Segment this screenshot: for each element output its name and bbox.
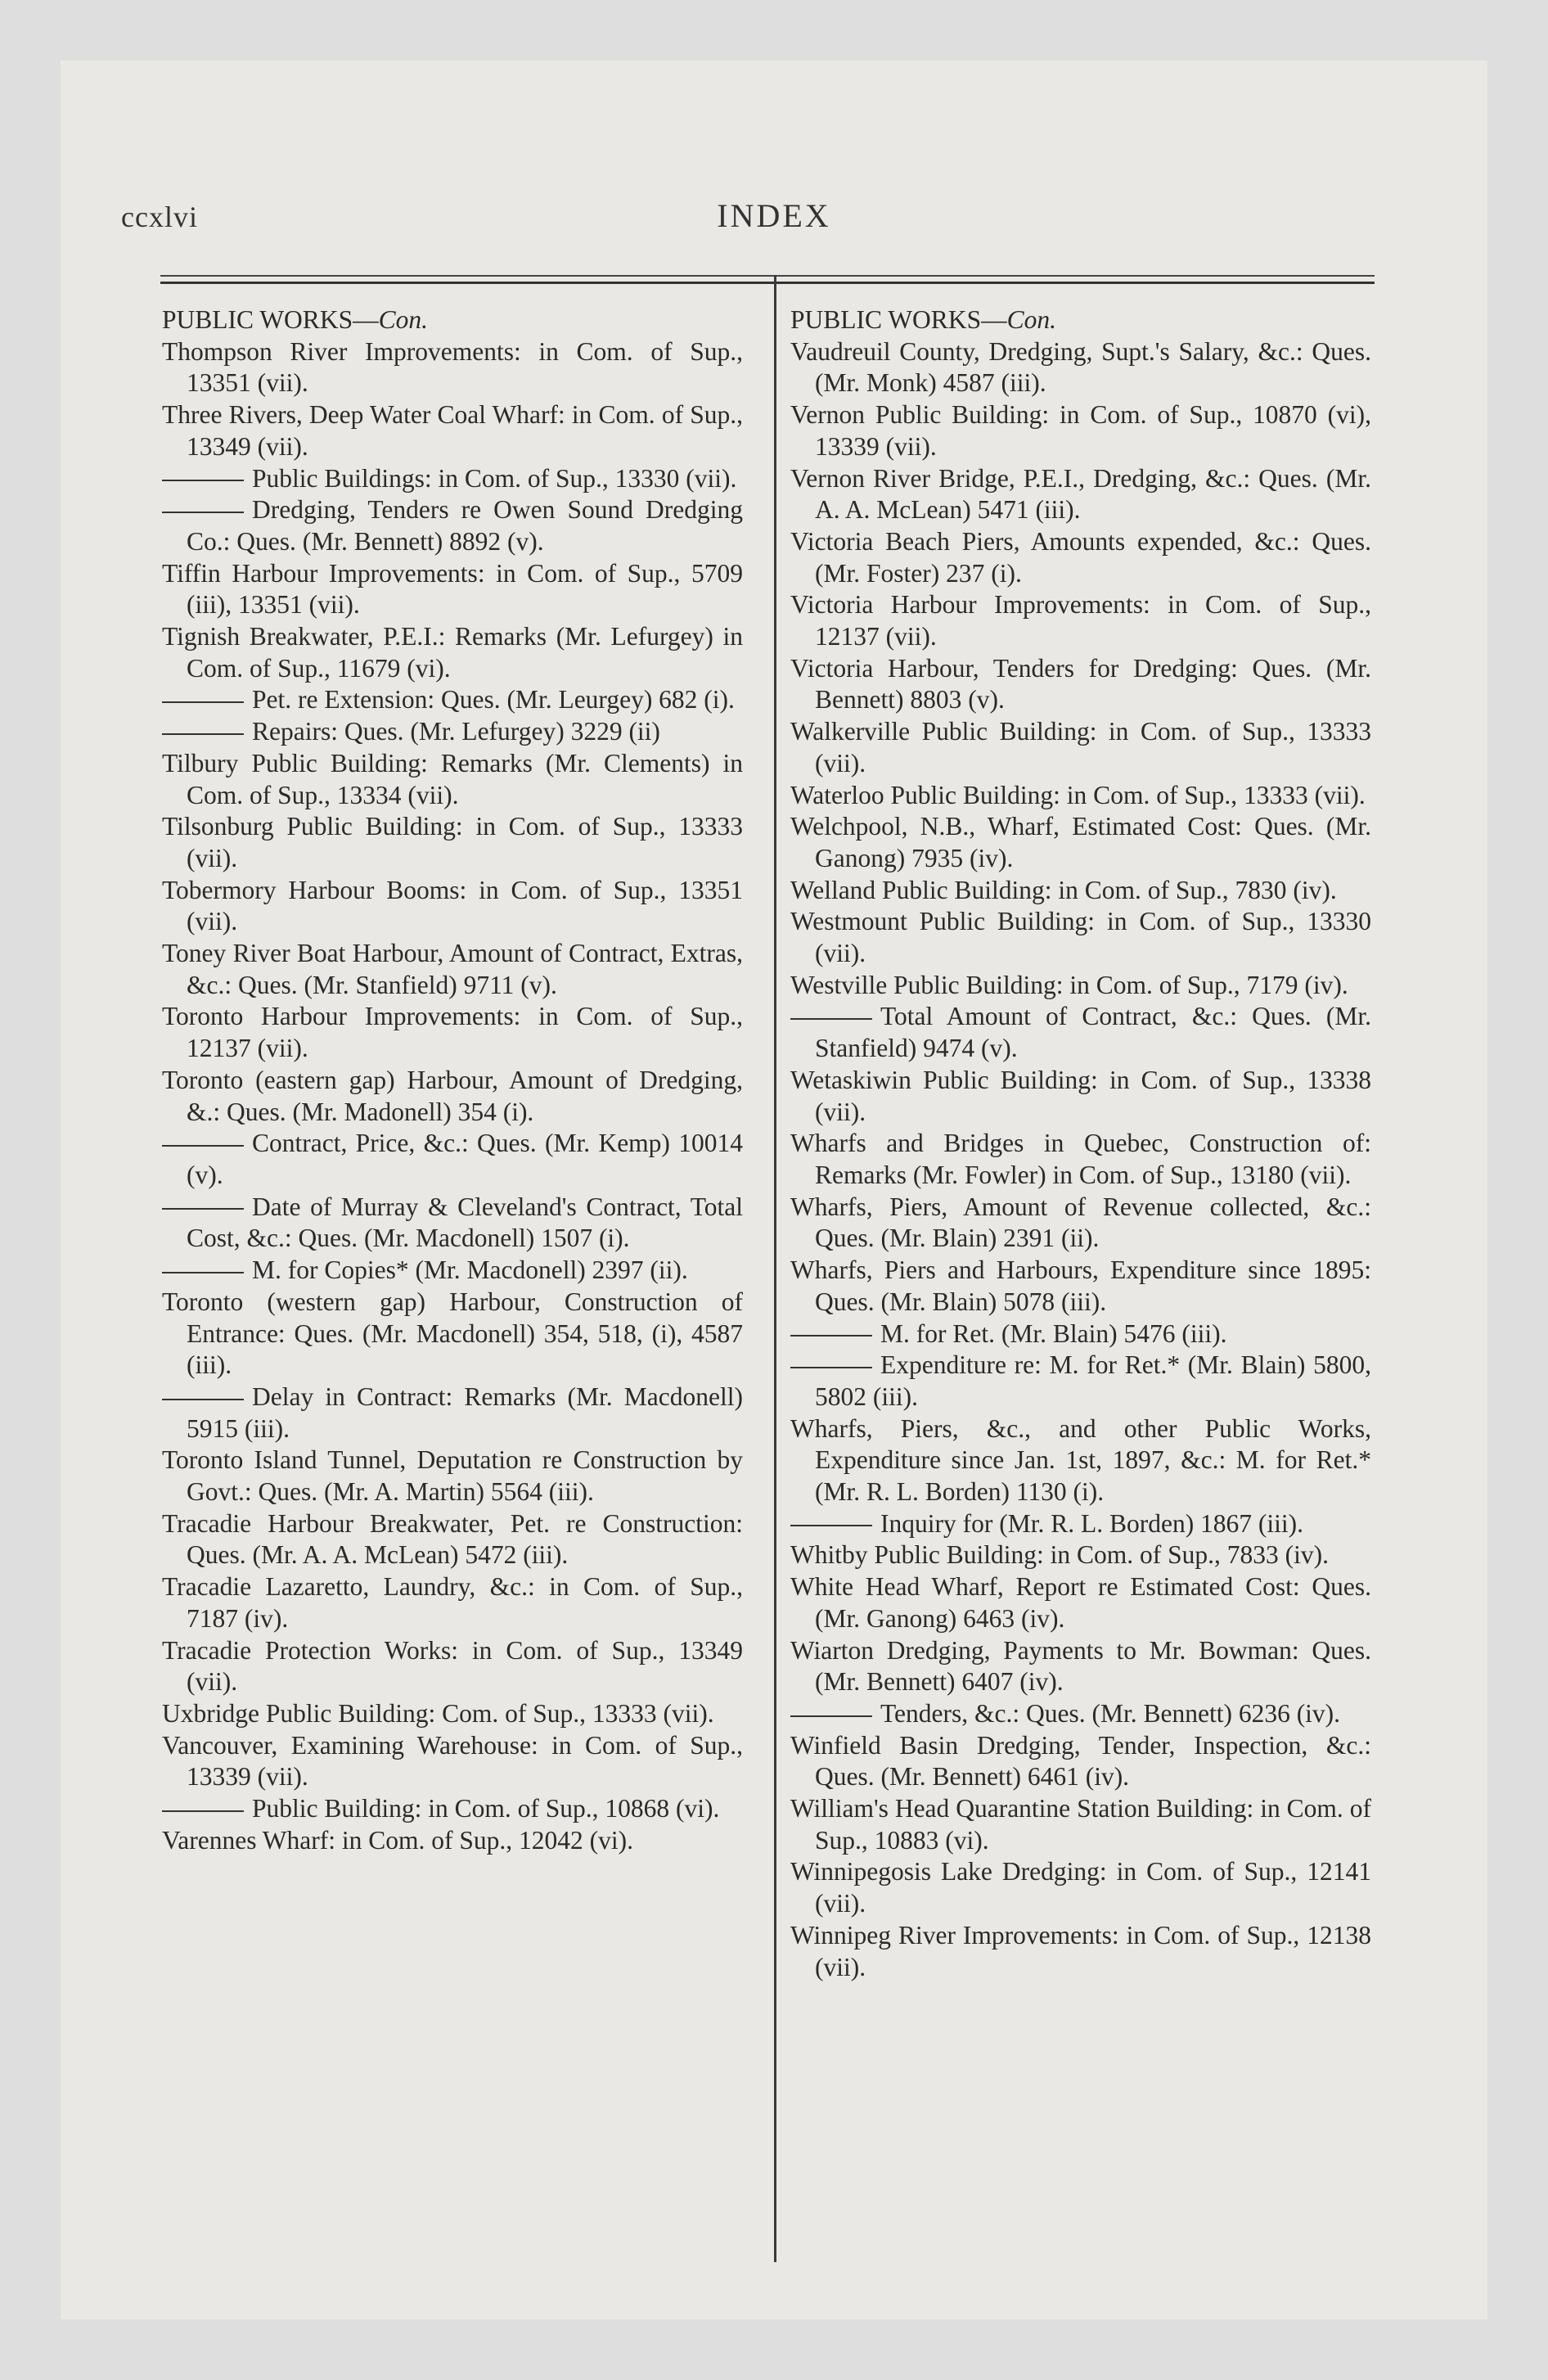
index-entry-text: Toronto (western gap) Harbour, Construction of Entrance: Ques. (Mr. Macdonell) 354, 518, (i), 4587 (iii). [162, 1287, 743, 1380]
index-entry-text: Toronto (eastern gap) Harbour, Amount of Dredging, &.: Ques. (Mr. Madonell) 354 (i). [162, 1065, 743, 1126]
index-entry-text: Winfield Basin Dredging, Tender, Inspection, &c.: Ques. (Mr. Bennett) 6461 (iv). [790, 1730, 1371, 1792]
index-entry-text: Contract, Price, &c.: Ques. (Mr. Kemp) 10014 (v). [187, 1129, 743, 1189]
index-entry [790, 1920, 1371, 1983]
index-entry-text: Tilbury Public Building: Remarks (Mr. Clements) in Com. of Sup., 13334 (vii). [162, 748, 743, 809]
index-entry [790, 1318, 1371, 1350]
ditto-dash [162, 1272, 244, 1273]
index-column-left [162, 304, 743, 1856]
index-entry-text: Uxbridge Public Building: Com. of Sup., 13333 (vii). [162, 1698, 714, 1728]
index-entry-text: Tracadie Protection Works: in Com. of Sup., 13349 (vii). [162, 1635, 743, 1697]
index-entry-text: Three Rivers, Deep Water Coal Wharf: in Com. of Sup., 13349 (vii). [162, 400, 743, 461]
index-entry-text: Public Buildings: in Com. of Sup., 13330 (vii). [252, 463, 737, 493]
index-entry [790, 780, 1371, 812]
index-entry [790, 1255, 1371, 1318]
index-entry [790, 1508, 1371, 1540]
index-entry [162, 463, 743, 495]
index-entry [162, 938, 743, 1001]
index-entry-text: Welchpool, N.B., Wharf, Estimated Cost: Ques. (Mr. Ganong) 7935 (iv). [790, 812, 1371, 872]
index-entry-text: Public Building: in Com. of Sup., 10868 (vi). [252, 1794, 720, 1823]
index-entry-text: Tiffin Harbour Improvements: in Com. of Sup., 5709 (iii), 13351 (vii). [162, 558, 743, 620]
entry-list-left [162, 336, 743, 1857]
index-entry-text: Wharfs, Piers, Amount of Revenue collected, &c.: Ques. (Mr. Blain) 2391 (ii). [790, 1192, 1371, 1253]
index-entry [162, 336, 743, 399]
ditto-dash [162, 480, 244, 481]
index-entry [790, 1698, 1371, 1730]
index-entry-text: Inquiry for (Mr. R. L. Borden) 1867 (iii). [880, 1508, 1304, 1538]
index-column-right [790, 304, 1371, 1983]
index-entry [162, 1730, 743, 1793]
index-entry [790, 970, 1371, 1002]
index-entry [790, 716, 1371, 779]
index-entry-text: Total Amount of Contract, &c.: Ques. (Mr. Stanfield) 9474 (v). [815, 1002, 1371, 1063]
index-entry [790, 1635, 1371, 1698]
index-entry [162, 1445, 743, 1508]
running-heading [790, 304, 1371, 336]
index-entry [790, 811, 1371, 874]
index-entry [790, 1571, 1371, 1634]
index-entry-text: Wharfs, Piers and Harbours, Expenditure since 1895: Ques. (Mr. Blain) 5078 (iii). [790, 1255, 1371, 1316]
index-entry [790, 463, 1371, 526]
index-entry [790, 1539, 1371, 1571]
ditto-dash [162, 1399, 244, 1400]
ditto-dash [790, 1715, 872, 1717]
page-folio: ccxlvi [121, 201, 198, 233]
index-entry-text: Wiarton Dredging, Payments to Mr. Bowman: Ques. (Mr. Bennett) 6407 (iv). [790, 1635, 1371, 1697]
index-entry [790, 1065, 1371, 1128]
header-rule-thick [160, 282, 1375, 284]
index-entry [162, 1698, 743, 1730]
index-entry [162, 716, 743, 748]
index-entry-text: White Head Wharf, Report re Estimated Cost: Ques. (Mr. Ganong) 6463 (iv). [790, 1572, 1371, 1633]
index-entry-text: Westmount Public Building: in Com. of Sup., 13330 (vii). [790, 907, 1371, 968]
index-entry [162, 558, 743, 621]
index-entry [162, 1128, 743, 1191]
index-entry [162, 1065, 743, 1128]
index-entry-text: Victoria Beach Piers, Amounts expended, &c.: Ques. (Mr. Foster) 237 (i). [790, 526, 1371, 588]
ditto-dash [790, 1335, 872, 1336]
index-entry [162, 748, 743, 811]
running-heading-cont: Con. [378, 305, 428, 334]
index-entry-text: Tracadie Harbour Breakwater, Pet. re Construction: Ques. (Mr. A. A. McLean) 5472 (iii). [162, 1508, 743, 1570]
index-entry-text: Date of Murray & Cleveland's Contract, Total Cost, &c.: Ques. (Mr. Macdonell) 1507 (i). [187, 1192, 743, 1253]
index-entry-text: Walkerville Public Building: in Com. of Sup., 13333 (vii). [790, 717, 1371, 778]
index-entry [790, 1856, 1371, 1919]
index-entry-text: Tracadie Lazaretto, Laundry, &c.: in Com. of Sup., 7187 (iv). [162, 1572, 743, 1633]
index-entry [790, 526, 1371, 589]
index-entry [162, 621, 743, 684]
index-entry-text: Tignish Breakwater, P.E.I.: Remarks (Mr. Lefurgey) in Com. of Sup., 11679 (vi). [162, 622, 743, 683]
index-entry [790, 1128, 1371, 1191]
index-entry [162, 494, 743, 557]
running-heading-main: PUBLIC WORKS— [162, 305, 379, 334]
index-entry-text: Repairs: Ques. (Mr. Lefurgey) 3229 (ii) [252, 717, 660, 746]
index-entry-text: Tobermory Harbour Booms: in Com. of Sup., 13351 (vii). [162, 875, 743, 936]
index-entry-text: Varennes Wharf: in Com. of Sup., 12042 (vi). [162, 1825, 633, 1855]
index-entry-text: Wharfs, Piers, &c., and other Public Works, Expenditure since Jan. 1st, 1897, &c.: M. for Ret.* (Mr. R. L. Borden) 1130 (i). [790, 1413, 1371, 1507]
index-entry-text: Waterloo Public Building: in Com. of Sup., 13333 (vii). [790, 780, 1366, 809]
index-entry-text: Victoria Harbour, Tenders for Dredging: Ques. (Mr. Bennett) 8803 (v). [790, 653, 1371, 714]
index-entry-text: Victoria Harbour Improvements: in Com. of Sup., 12137 (vii). [790, 590, 1371, 651]
index-entry [162, 811, 743, 874]
index-entry-text: Wharfs and Bridges in Quebec, Construction of: Remarks (Mr. Fowler) in Com. of Sup., 13180 (vii). [790, 1129, 1371, 1189]
index-entry [790, 1793, 1371, 1856]
index-entry [162, 1571, 743, 1634]
index-entry [790, 653, 1371, 716]
header-rule-thin [160, 275, 1375, 277]
index-entry-text: Vernon Public Building: in Com. of Sup., 10870 (vi), 13339 (vii). [790, 400, 1371, 461]
index-entry-text: Welland Public Building: in Com. of Sup., 7830 (iv). [790, 875, 1337, 904]
index-entry-text: M. for Ret. (Mr. Blain) 5476 (iii). [880, 1318, 1227, 1348]
index-entry-text: Toronto Island Tunnel, Deputation re Construction by Govt.: Ques. (Mr. A. Martin) 5564 (iii). [162, 1445, 743, 1507]
index-entry-text: Winnipegosis Lake Dredging: in Com. of Sup., 12141 (vii). [790, 1857, 1371, 1918]
index-entry [162, 1793, 743, 1825]
index-entry-text: Tenders, &c.: Ques. (Mr. Bennett) 6236 (iv). [880, 1698, 1341, 1728]
index-entry-text: M. for Copies* (Mr. Macdonell) 2397 (ii). [252, 1255, 688, 1285]
running-heading [162, 304, 743, 336]
ditto-dash [162, 1208, 244, 1210]
entry-list-right [790, 336, 1371, 1984]
index-entry-text: Dredging, Tenders re Owen Sound Dredging Co.: Ques. (Mr. Bennett) 8892 (v). [187, 495, 743, 556]
index-entry [162, 1001, 743, 1064]
ditto-dash [162, 733, 244, 735]
index-entry [162, 684, 743, 716]
index-entry-text: Vancouver, Examining Warehouse: in Com. of Sup., 13339 (vii). [162, 1730, 743, 1792]
index-entry-text: Westville Public Building: in Com. of Sup., 7179 (iv). [790, 970, 1348, 999]
index-entry [790, 906, 1371, 969]
index-entry-text: Winnipeg River Improvements: in Com. of Sup., 12138 (vii). [790, 1920, 1371, 1981]
ditto-dash [790, 1367, 872, 1368]
ditto-dash [790, 1525, 872, 1526]
index-entry-text: Toronto Harbour Improvements: in Com. of Sup., 12137 (vii). [162, 1002, 743, 1063]
index-entry-text: William's Head Quarantine Station Building: in Com. of Sup., 10883 (vi). [790, 1794, 1371, 1855]
index-entry [162, 1287, 743, 1382]
running-heading-cont: Con. [1006, 305, 1056, 334]
index-entry-text: Wetaskiwin Public Building: in Com. of Sup., 13338 (vii). [790, 1065, 1371, 1126]
index-entry-text: Tilsonburg Public Building: in Com. of Sup., 13333 (vii). [162, 812, 743, 872]
index-entry-text: Vaudreuil County, Dredging, Supt.'s Salary, &c.: Ques. (Mr. Monk) 4587 (iii). [790, 336, 1371, 398]
index-entry [162, 1825, 743, 1857]
index-entry-text: Thompson River Improvements: in Com. of Sup., 13351 (vii). [162, 336, 743, 398]
index-entry [162, 1382, 743, 1445]
index-entry [790, 1730, 1371, 1793]
index-entry [790, 875, 1371, 907]
running-heading-main: PUBLIC WORKS— [790, 305, 1007, 334]
column-divider [774, 275, 776, 2262]
index-entry [162, 399, 743, 462]
ditto-dash [162, 512, 244, 513]
index-entry [790, 336, 1371, 399]
index-entry-text: Toney River Boat Harbour, Amount of Contract, Extras, &c.: Ques. (Mr. Stanfield) 9711 (v). [162, 939, 743, 999]
index-entry-text: Pet. re Extension: Ques. (Mr. Leurgey) 682 (i). [252, 685, 735, 714]
index-entry [162, 1635, 743, 1698]
index-entry [790, 1192, 1371, 1255]
ditto-dash [790, 1018, 872, 1020]
index-entry [162, 875, 743, 938]
index-entry-text: Vernon River Bridge, P.E.I., Dredging, &c.: Ques. (Mr. A. A. McLean) 5471 (iii). [790, 463, 1371, 525]
index-entry [790, 1350, 1371, 1413]
index-entry-text: Expenditure re: M. for Ret.* (Mr. Blain) 5800, 5802 (iii). [815, 1350, 1371, 1411]
ditto-dash [162, 1810, 244, 1812]
index-entry [790, 399, 1371, 462]
index-entry-text: Delay in Contract: Remarks (Mr. Macdonell) 5915 (iii). [187, 1382, 743, 1443]
page-title: INDEX [717, 197, 831, 234]
index-entry [162, 1192, 743, 1255]
index-entry [162, 1508, 743, 1571]
ditto-dash [162, 1145, 244, 1147]
index-entry [162, 1255, 743, 1287]
index-entry [790, 1001, 1371, 1064]
ditto-dash [162, 701, 244, 703]
index-entry [790, 1413, 1371, 1508]
index-entry [790, 589, 1371, 652]
index-entry-text: Whitby Public Building: in Com. of Sup., 7833 (iv). [790, 1540, 1330, 1570]
